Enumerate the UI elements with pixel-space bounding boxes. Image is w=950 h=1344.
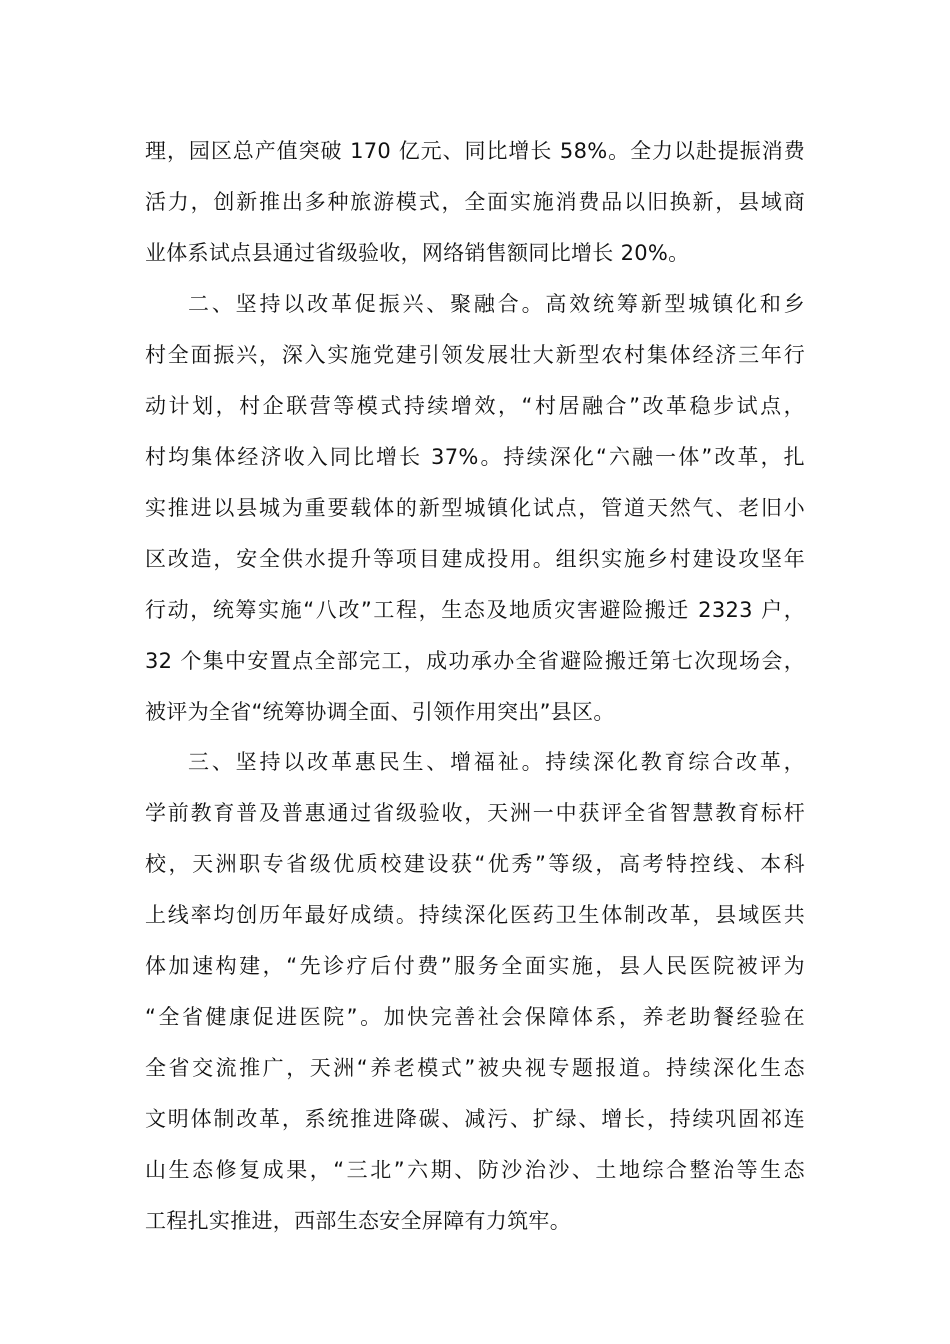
paragraph-line: “全省健康促进医院”。加快完善社会保障体系，养老助餐经验在 <box>145 1005 805 1029</box>
paragraph-line: 学前教育普及普惠通过省级验收，天洲一中获评全省智慧教育标杆 <box>145 801 805 825</box>
paragraph-line: 全省交流推广，天洲“养老模式”被央视专题报道。持续深化生态 <box>145 1056 805 1080</box>
paragraph-line: 校，天洲职专省级优质校建设获“优秀”等级，高考特控线、本科 <box>145 852 805 876</box>
paragraph-line: 村均集体经济收入同比增长 37%。持续深化“六融一体”改革，扎 <box>145 445 805 469</box>
paragraph-line: 工程扎实推进，西部生态安全屏障有力筑牢。 <box>145 1209 571 1233</box>
paragraph-line: 三、坚持以改革惠民生、增福祉。持续深化教育综合改革， <box>188 750 805 774</box>
paragraph-line: 区改造，安全供水提升等项目建成投用。组织实施乡村建设攻坚年 <box>145 547 805 571</box>
paragraph-line: 实推进以县城为重要载体的新型城镇化试点，管道天然气、老旧小 <box>145 496 805 520</box>
paragraph-line: 体加速构建，“先诊疗后付费”服务全面实施，县人民医院被评为 <box>145 954 805 978</box>
paragraph-line: 被评为全省“统筹协调全面、引领作用突出”县区。 <box>145 700 615 724</box>
paragraph-line: 村全面振兴，深入实施党建引领发展壮大新型农村集体经济三年行 <box>145 343 805 367</box>
paragraph-line: 行动，统筹实施“八改”工程，生态及地质灾害避险搬迁 2323 户， <box>145 598 805 622</box>
paragraph-line: 动计划，村企联营等模式持续增效，“村居融合”改革稳步试点， <box>145 394 805 418</box>
paragraph-line: 文明体制改革，系统推进降碳、减污、扩绿、增长，持续巩固祁连 <box>145 1107 805 1131</box>
paragraph-line: 活力，创新推出多种旅游模式，全面实施消费品以旧换新，县域商 <box>145 190 805 214</box>
paragraph-line: 业体系试点县通过省级验收，网络销售额同比增长 20%。 <box>145 241 690 265</box>
paragraph-line: 二、坚持以改革促振兴、聚融合。高效统筹新型城镇化和乡 <box>188 292 805 316</box>
paragraph-line: 理，园区总产值突破 170 亿元、同比增长 58%。全力以赴提振消费 <box>145 139 805 163</box>
paragraph-line: 32 个集中安置点全部完工，成功承办全省避险搬迁第七次现场会， <box>145 649 805 673</box>
paragraph-line: 山生态修复成果，“三北”六期、防沙治沙、土地综合整治等生态 <box>145 1158 805 1182</box>
paragraph-line: 上线率均创历年最好成绩。持续深化医药卫生体制改革，县域医共 <box>145 903 805 927</box>
